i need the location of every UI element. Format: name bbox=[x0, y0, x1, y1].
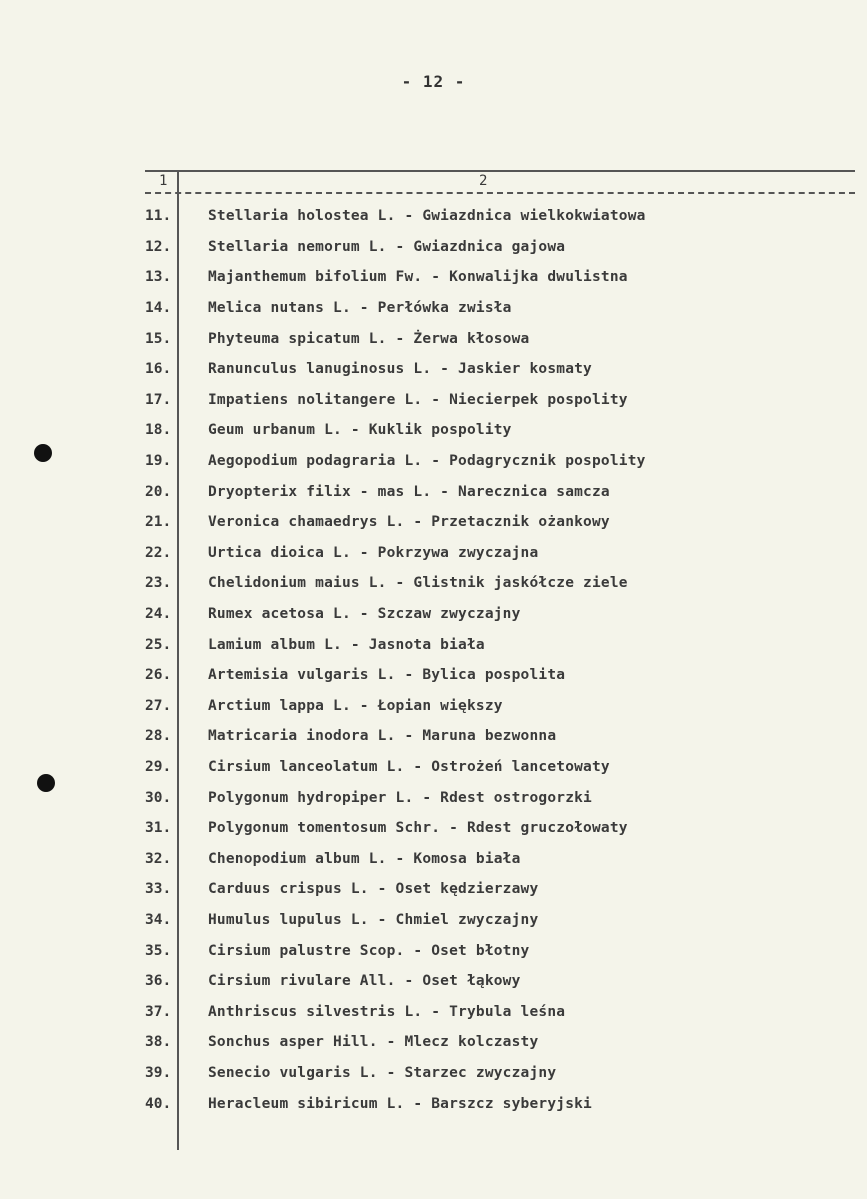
species-entry: Stellaria nemorum L. - Gwiazdnica gajowa bbox=[208, 238, 566, 255]
species-entry: Rumex acetosa L. - Szczaw zwyczajny bbox=[208, 606, 521, 623]
species-entry: Arctium lappa L. - Łopian większy bbox=[208, 697, 503, 714]
species-entry: Cirsium lanceolatum L. - Ostrożeń lancetowaty bbox=[208, 758, 610, 775]
table-row bbox=[145, 201, 855, 232]
row-number: 33. bbox=[145, 881, 172, 898]
table-header-rule bbox=[145, 192, 855, 194]
row-number: 14. bbox=[145, 300, 172, 317]
table-row bbox=[145, 966, 855, 997]
punch-hole-top bbox=[34, 444, 52, 462]
table-row bbox=[145, 415, 855, 446]
table-row bbox=[145, 354, 855, 385]
species-entry: Lamium album L. - Jasnota biała bbox=[208, 636, 485, 653]
species-entry: Chenopodium album L. - Komosa biała bbox=[208, 850, 521, 867]
row-number: 27. bbox=[145, 697, 172, 714]
row-number: 29. bbox=[145, 758, 172, 775]
species-entry: Artemisia vulgaris L. - Bylica pospolita bbox=[208, 667, 566, 684]
column-header-number: 1 bbox=[159, 173, 168, 189]
table-rows bbox=[145, 201, 855, 1119]
row-number: 30. bbox=[145, 789, 172, 806]
species-entry: Polygonum tomentosum Schr. - Rdest gruczołowaty bbox=[208, 820, 628, 837]
row-number: 36. bbox=[145, 973, 172, 990]
column-header-species: 2 bbox=[479, 173, 488, 189]
table-row bbox=[145, 538, 855, 569]
table-row bbox=[145, 782, 855, 813]
table-row bbox=[145, 323, 855, 354]
species-entry: Polygonum hydropiper L. - Rdest ostrogorzki bbox=[208, 789, 592, 806]
row-number: 23. bbox=[145, 575, 172, 592]
species-entry: Urtica dioica L. - Pokrzywa zwyczajna bbox=[208, 544, 539, 561]
species-entry: Ranunculus lanuginosus L. - Jaskier kosmaty bbox=[208, 361, 592, 378]
species-entry: Chelidonium maius L. - Glistnik jaskółcze ziele bbox=[208, 575, 628, 592]
row-number: 21. bbox=[145, 514, 172, 531]
species-entry: Heracleum sibiricum L. - Barszcz syberyjski bbox=[208, 1095, 592, 1112]
table-row bbox=[145, 476, 855, 507]
species-entry: Cirsium palustre Scop. - Oset błotny bbox=[208, 942, 530, 959]
row-number: 40. bbox=[145, 1095, 172, 1112]
table-row bbox=[145, 1027, 855, 1058]
table-row bbox=[145, 629, 855, 660]
species-entry: Dryopterix filix - mas L. - Narecznica samcza bbox=[208, 483, 610, 500]
row-number: 17. bbox=[145, 391, 172, 408]
row-number: 22. bbox=[145, 544, 172, 561]
table-row bbox=[145, 691, 855, 722]
table-row bbox=[145, 905, 855, 936]
table-row bbox=[145, 262, 855, 293]
species-entry: Phyteuma spicatum L. - Żerwa kłosowa bbox=[208, 330, 530, 347]
row-number: 28. bbox=[145, 728, 172, 745]
species-entry: Stellaria holostea L. - Gwiazdnica wielkokwiatowa bbox=[208, 208, 646, 225]
species-entry: Veronica chamaedrys L. - Przetacznik ożankowy bbox=[208, 514, 610, 531]
table-row bbox=[145, 385, 855, 416]
row-number: 19. bbox=[145, 453, 172, 470]
table-row bbox=[145, 507, 855, 538]
row-number: 31. bbox=[145, 820, 172, 837]
table-row bbox=[145, 935, 855, 966]
row-number: 35. bbox=[145, 942, 172, 959]
table-row bbox=[145, 1058, 855, 1089]
table-row bbox=[145, 446, 855, 477]
table-row bbox=[145, 1088, 855, 1119]
species-entry: Humulus lupulus L. - Chmiel zwyczajny bbox=[208, 911, 539, 928]
row-number: 11. bbox=[145, 208, 172, 225]
species-entry: Sonchus asper Hill. - Mlecz kolczasty bbox=[208, 1034, 539, 1051]
row-number: 25. bbox=[145, 636, 172, 653]
table-row bbox=[145, 660, 855, 691]
row-number: 32. bbox=[145, 850, 172, 867]
species-entry: Carduus crispus L. - Oset kędzierzawy bbox=[208, 881, 539, 898]
species-entry: Majanthemum bifolium Fw. - Konwalijka dwulistna bbox=[208, 269, 628, 286]
species-entry: Matricaria inodora L. - Maruna bezwonna bbox=[208, 728, 557, 745]
table-row bbox=[145, 568, 855, 599]
row-number: 12. bbox=[145, 238, 172, 255]
row-number: 18. bbox=[145, 422, 172, 439]
table-row bbox=[145, 843, 855, 874]
table-row bbox=[145, 599, 855, 630]
row-number: 37. bbox=[145, 1003, 172, 1020]
row-number: 26. bbox=[145, 667, 172, 684]
species-entry: Anthriscus silvestris L. - Trybula leśna bbox=[208, 1003, 566, 1020]
species-entry: Impatiens nolitangere L. - Niecierpek pospolity bbox=[208, 391, 628, 408]
row-number: 39. bbox=[145, 1064, 172, 1081]
row-number: 24. bbox=[145, 606, 172, 623]
row-number: 38. bbox=[145, 1034, 172, 1051]
row-number: 15. bbox=[145, 330, 172, 347]
species-entry: Aegopodium podagraria L. - Podagrycznik pospolity bbox=[208, 453, 646, 470]
table-row bbox=[145, 232, 855, 263]
species-entry: Senecio vulgaris L. - Starzec zwyczajny bbox=[208, 1064, 557, 1081]
row-number: 16. bbox=[145, 361, 172, 378]
row-number: 34. bbox=[145, 911, 172, 928]
table-row bbox=[145, 874, 855, 905]
page-number: - 12 - bbox=[401, 72, 466, 91]
species-entry: Cirsium rivulare All. - Oset łąkowy bbox=[208, 973, 521, 990]
table-row bbox=[145, 293, 855, 324]
table-row bbox=[145, 752, 855, 783]
table-row bbox=[145, 996, 855, 1027]
row-number: 20. bbox=[145, 483, 172, 500]
table-top-rule bbox=[145, 170, 855, 172]
punch-hole-bottom bbox=[37, 774, 55, 792]
table-row bbox=[145, 813, 855, 844]
row-number: 13. bbox=[145, 269, 172, 286]
table-row bbox=[145, 721, 855, 752]
species-entry: Geum urbanum L. - Kuklik pospolity bbox=[208, 422, 512, 439]
species-entry: Melica nutans L. - Perłówka zwisła bbox=[208, 300, 512, 317]
